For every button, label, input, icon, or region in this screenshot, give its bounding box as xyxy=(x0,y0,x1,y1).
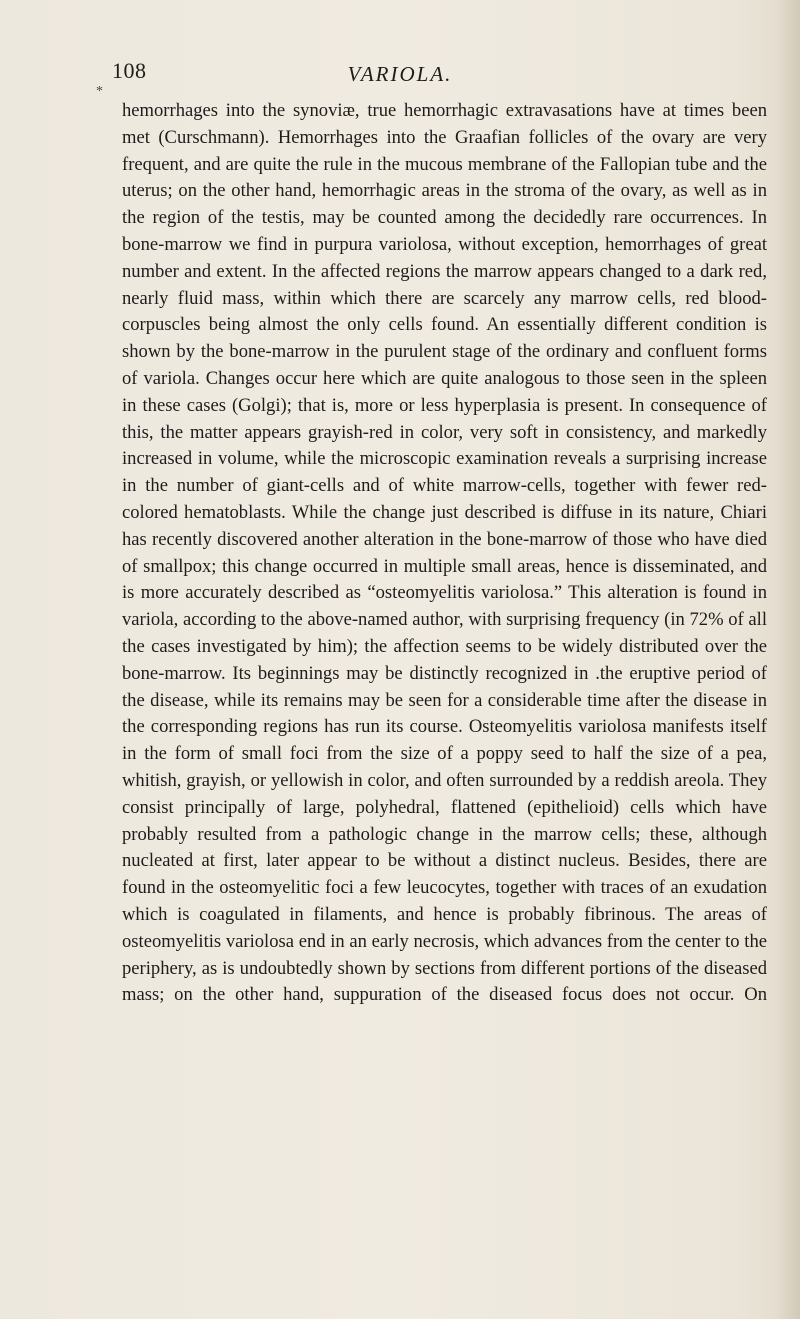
body-paragraph: hemorrhages into the synoviæ, true hemorrhagic extravasations have at times been met (Curschmann). Hemorrhages into the Graafian follicles of the ovary are very frequent, and are quite the rule in the mucous membrane of the Fallopian tube and the uterus; on the other hand, hemorrhagic areas in the stroma of the ovary, as well as in the region of the testis, may be counted among the decidedly rare occurrences. In bone-marrow we find in purpura variolosa, without exception, hemorrhages of great number and extent. In the affected regions the marrow appears changed to a dark red, nearly fluid mass, within which there are scarcely any marrow cells, red blood-corpuscles being almost the only cells found. An essentially different condition is shown by the bone-marrow in the purulent stage of the ordinary and confluent forms of variola. Changes occur here which are quite analogous to those seen in the spleen in these cases (Golgi); that is, more or less hyperplasia is present. In consequence of this, the matter appears grayish-red in color, very soft in consistency, and markedly increased in volume, while the microscopic examination reveals a surprising increase in the number of giant-cells and of white marrow-cells, together with fewer red-colored hematoblasts. While the change just described is diffuse in its nature, Chiari has recently discovered another alteration in the bone-marrow of those who have died of smallpox; this change occurred in multiple small areas, hence is disseminated, and is more accurately described as “osteomyelitis variolosa.” This alteration is found in variola, according to the above-named author, with surprising frequency (in 72% of all the cases investigated by him); the affection seems to be widely distributed over the bone-marrow. Its beginnings may be distinctly recognized in .the eruptive period of the disease, while its remains may be seen for a considerable time after the disease in the corresponding regions has run its course. Osteomyelitis variolosa manifests itself in the form of small foci from the size of a poppy seed to half the size of a pea, whitish, grayish, or yellowish in color, and often surrounded by a reddish areola. They consist principally of large, polyhedral, flattened (epithelioid) cells which have probably resulted from a pathologic change in the marrow cells; these, although nucleated at first, later appear to be without a distinct nucleus. Besides, there are found in the osteomyelitic foci a few leucocytes, together with traces of an exudation which is coagulated in filaments, and hence is probably fibrinous. The areas of osteomyelitis variolosa end in an early necrosis, which advances from the center to the periphery, as is undoubtedly shown by sections from different portions of the diseased mass; on the other hand, suppuration of the diseased focus does not occur. On xyxy=(122,100,767,1006)
page-number: 108 xyxy=(112,58,147,83)
margin-asterisk-mark: * xyxy=(96,84,103,99)
running-title: VARIOLA. xyxy=(347,62,453,86)
page-edge-shadow xyxy=(776,0,800,1319)
